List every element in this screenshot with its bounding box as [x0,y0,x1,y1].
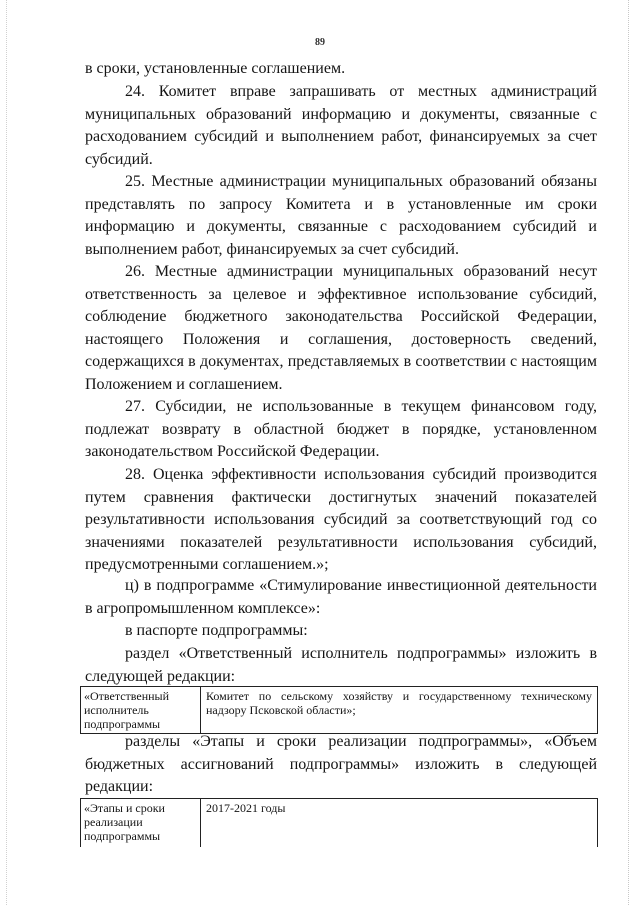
paragraph-subprogram-c: ц) в подпрограмме «Стимулирование инвестиционной деятельности в агропромышленном комплексе»: [85,577,597,617]
table2-value-cell: 2017-2021 годы [206,801,286,815]
paragraph-25: 25. Местные администрации муниципальных образований обязаны представлять по запросу Комитета и в установленные им сроки информацию и документы, связанные с расходованием субсидий и выполнением работ, финансируемых за счет субсидий. [85,173,597,258]
paragraph-stages-section: разделы «Этапы и сроки реализации подпрограммы», «Объем бюджетных ассигнований подпрограммы» изложить в следующей редакции: [85,733,597,796]
right-scan-edge [628,0,630,905]
paragraph-24: 24. Комитет вправе запрашивать от местных администраций муниципальных образований информацию и документы, связанные с расходованием субсидий и выполнением работ, финансируемых за счет субсидий. [85,83,597,168]
paragraph-26: 26. Местные администрации муниципальных образований несут ответственность за целевое и эффективное использование субсидий, соблюдение бюджетного законодательства Российской Федерации, настоящего Положения и соглашения, достоверность сведений, содержащихся в документах, представляемых в соответствии с настоящим Положением и соглашением. [85,263,597,393]
page-number: 89 [315,37,325,48]
paragraph-passport: в паспорте подпрограммы: [125,622,308,639]
left-scan-edge [6,0,8,905]
paragraph-responsible-section: раздел «Ответственный исполнитель подпрограммы» изложить в следующей редакции: [85,645,597,685]
table1-label-cell: «Ответственный исполнитель подпрограммы [81,687,201,733]
table2-label-cell: «Этапы и сроки реализации подпрограммы [81,799,201,847]
paragraph-27: 27. Субсидии, не использованные в текущем финансовом году, подлежат возврату в областной бюджет в порядке, установленном законодательством Российской Федерации. [85,398,597,461]
paragraph-continuation: в сроки, установленные соглашением. [85,60,346,77]
table1-value-cell: Комитет по сельскому хозяйству и государственному техническому надзору Псковской области»; [206,689,592,717]
paragraph-28: 28. Оценка эффективности использования субсидий производится путем сравнения фактически достигнутых значений показателей результативности использования субсидий за соответствующий год со значениями показателей результативности использования субсидий, предусмотренными соглашением.»; [85,466,597,574]
responsible-executor-table [80,686,598,734]
stages-table [80,798,598,847]
